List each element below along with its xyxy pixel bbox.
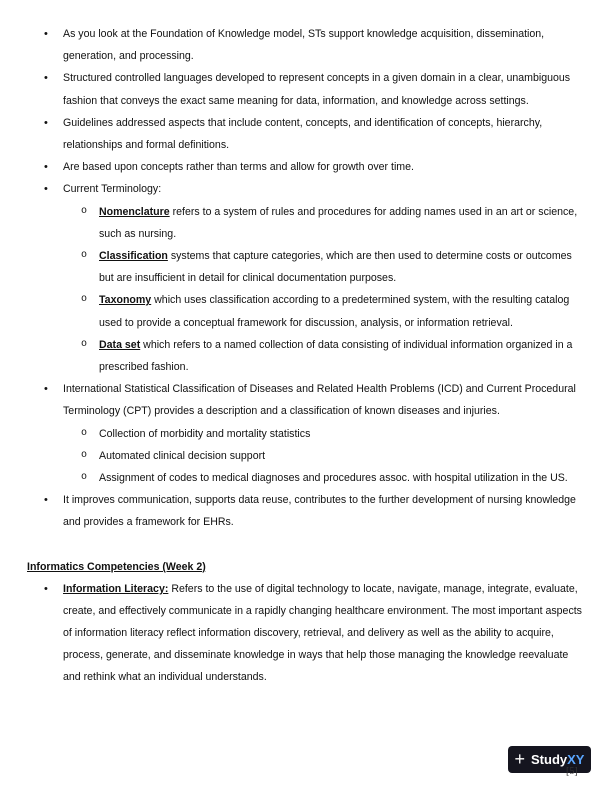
logo-study: Study bbox=[531, 752, 568, 767]
logo-xy: XY bbox=[567, 752, 585, 767]
list-item bbox=[27, 578, 582, 689]
term-data-set: Data set bbox=[99, 338, 141, 351]
item-text: Structured controlled languages developed to represent concepts in a given domain in a clear, unambiguous fashion that conveys the exact same meaning for data, information, and knowledge across settings. bbox=[63, 72, 571, 107]
item-text: As you look at the Foundation of Knowledge model, STs support knowledge acquisition, dissemination, generation, and processing. bbox=[63, 28, 545, 63]
term-information-literacy: Information Literacy: bbox=[63, 582, 169, 595]
item-text: Automated clinical decision support bbox=[99, 449, 266, 462]
page-number: [5] bbox=[566, 766, 578, 777]
term-definition: refers to a system of rules and procedures for adding names used in an art or science, such as nursing. bbox=[99, 205, 578, 240]
sub-list-item bbox=[27, 245, 582, 289]
bullet-marker: • bbox=[44, 116, 48, 129]
item-text: Collection of morbidity and mortality statistics bbox=[99, 427, 311, 440]
term-definition: which uses classification according to a predetermined system, with the resulting catalog used to provide a conceptual framework for discussion, analysis, or information retrieval. bbox=[99, 294, 570, 329]
sub-bullet-marker: o bbox=[81, 472, 88, 484]
item-text: Assignment of codes to medical diagnoses and procedures assoc. with hospital utilization in the US. bbox=[99, 472, 568, 485]
bullet-marker: • bbox=[44, 582, 48, 595]
sub-list-item bbox=[27, 423, 582, 445]
list-item bbox=[27, 67, 582, 111]
bullet-marker: • bbox=[44, 28, 48, 40]
sub-list-item bbox=[27, 467, 582, 489]
term-taxonomy: Taxonomy bbox=[99, 294, 152, 307]
list-item bbox=[27, 23, 582, 67]
item-text: Are based upon concepts rather than terms and allow for growth over time. bbox=[63, 161, 414, 174]
plus-icon: + bbox=[514, 748, 526, 769]
list-item bbox=[27, 112, 582, 156]
term-nomenclature: Nomenclature bbox=[99, 205, 170, 218]
logo-text bbox=[531, 752, 584, 767]
item-text: International Statistical Classification of Diseases and Related Health Problems (ICD) and Current Procedural Terminology (CPT) provides a description and a classification of known diseases and injuries. bbox=[63, 383, 576, 418]
list-item bbox=[27, 378, 582, 422]
sub-list-item bbox=[27, 289, 582, 333]
term-definition: systems that capture categories, which are then used to determine costs or outcomes but are insufficient in detail for clinical documentation purposes. bbox=[99, 250, 572, 285]
sub-bullet-marker: o bbox=[81, 449, 88, 461]
sub-bullet-marker: o bbox=[81, 250, 88, 262]
sub-list-item bbox=[27, 334, 582, 378]
sub-bullet-marker: o bbox=[81, 205, 88, 217]
bullet-marker: • bbox=[44, 161, 48, 174]
term-definition: Refers to the use of digital technology to locate, navigate, manage, integrate, evaluate, create, and effectively communicate in a rapidly changing healthcare environment. The most important aspects of information literacy reflect information discovery, retrieval, and delivery as well as the ability to acquire, process, generate, and disseminate knowledge in ways that help those managing the knowledge reevaluate and rethink what an individual understands. bbox=[63, 582, 582, 684]
sub-list-item bbox=[27, 445, 582, 467]
sub-bullet-marker: o bbox=[81, 338, 88, 350]
bullet-marker: • bbox=[44, 72, 48, 85]
studyxy-logo bbox=[508, 746, 591, 773]
item-text: Current Terminology: bbox=[63, 183, 162, 196]
bullet-marker: • bbox=[44, 383, 48, 396]
list-item bbox=[27, 156, 582, 178]
term-definition: which refers to a named collection of data consisting of individual information organized in a prescribed fashion. bbox=[99, 338, 573, 374]
sub-bullet-marker: o bbox=[81, 427, 88, 439]
section-heading: Informatics Competencies (Week 2) bbox=[27, 560, 206, 573]
document-body bbox=[27, 23, 582, 689]
term-classification: Classification bbox=[99, 250, 168, 263]
list-item bbox=[27, 178, 582, 200]
list-item bbox=[27, 489, 582, 533]
sub-list-item bbox=[27, 201, 582, 245]
sub-bullet-marker: o bbox=[81, 294, 88, 306]
bullet-marker: • bbox=[44, 494, 48, 507]
item-text: Guidelines addressed aspects that include content, concepts, and identification of concepts, hierarchy, relationships and formal definitions. bbox=[63, 116, 543, 152]
item-text: It improves communication, supports data reuse, contributes to the further development of nursing knowledge and provides a framework for EHRs. bbox=[63, 494, 576, 529]
bullet-marker: • bbox=[44, 183, 48, 196]
